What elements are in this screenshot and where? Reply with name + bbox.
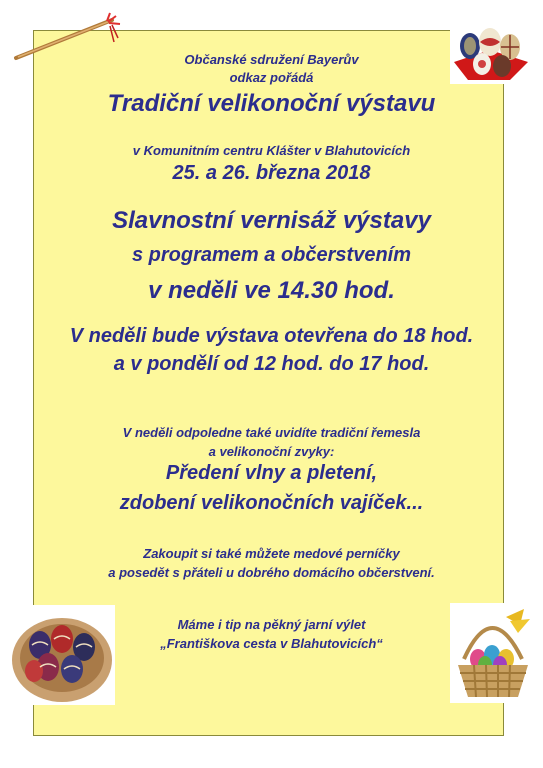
shop-line-1: Zakoupit si také můžete medové perníčky [143, 546, 400, 561]
vernissage-line-3: v neděli ve 14.30 hod. [148, 277, 395, 304]
crafts-line-2: a velikonoční zvyky: [208, 444, 335, 459]
organizer-line-2: odkaz pořádá [229, 70, 314, 85]
exhibition-dates: 25. a 26. března 2018 [172, 162, 371, 184]
opening-hours-line-1: V neděli bude výstava otevřena do 18 hod. [69, 325, 474, 347]
venue-text: v Komunitním centru Klášter v Blahutovicích [132, 143, 411, 158]
crafts-line-1: V neděli odpoledne také uvidíte tradiční řemesla [122, 425, 421, 440]
organizer-line-1: Občanské sdružení Bayerův [184, 52, 359, 67]
shop-line-2: a posedět s přáteli u dobrého domácího občerstvení. [108, 565, 435, 580]
exhibition-title: Tradiční velikonoční výstavu [107, 90, 436, 117]
vernissage-line-2: s programem a občerstvením [132, 244, 411, 266]
crafts-line-4: zdobení velikonočních vajíček... [119, 492, 424, 514]
opening-hours-line-2: a v pondělí od 12 hod. do 17 hod. [113, 353, 430, 375]
trip-tip-line-2: „Františkova cesta v Blahutovicích“ [160, 636, 383, 651]
vernissage-line-1: Slavnostní vernisáž výstavy [112, 207, 431, 234]
crafts-line-3: Předení vlny a pletení, [165, 462, 378, 484]
trip-tip-line-1: Máme i tip na pěkný jarní výlet [177, 617, 366, 632]
